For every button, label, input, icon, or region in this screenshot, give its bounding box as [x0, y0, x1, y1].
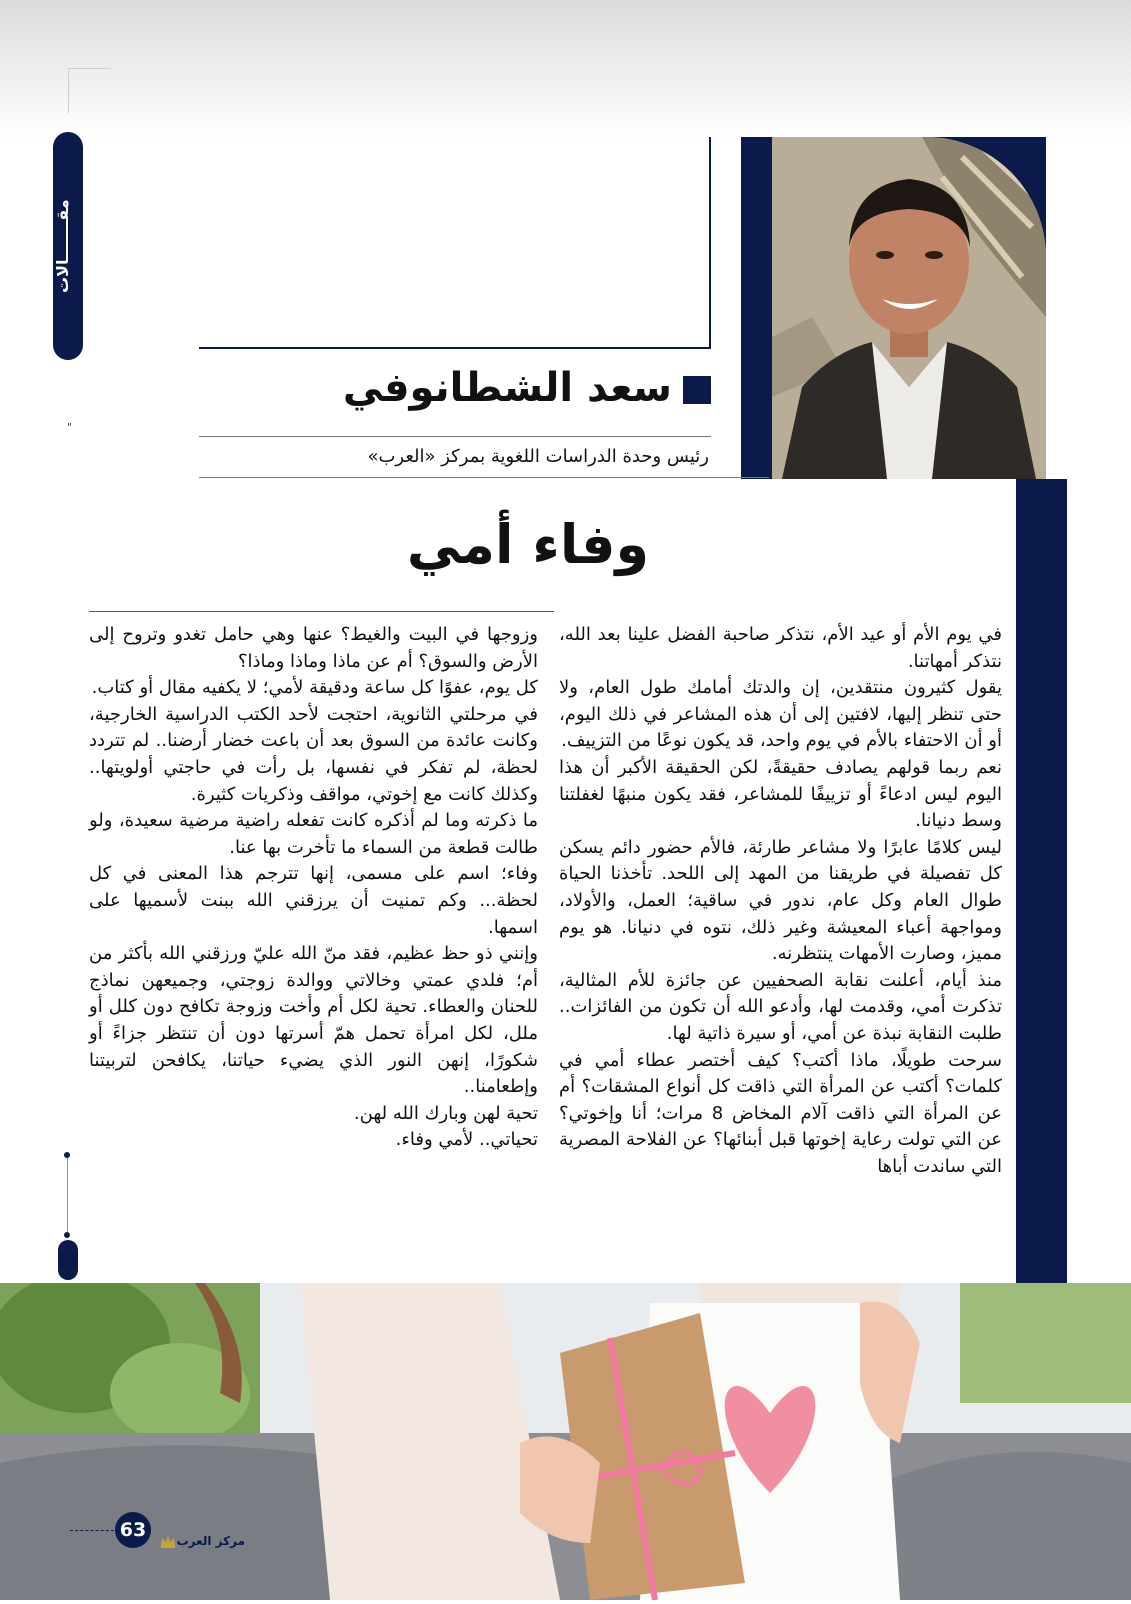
author-photo-frame [741, 137, 1046, 479]
role-divider-bottom [199, 477, 769, 478]
margin-decoration [67, 1155, 69, 1235]
paragraph: تحياتي.. لأمي وفاء. [395, 1129, 538, 1151]
author-bullet [683, 376, 711, 404]
author-role: رئيس وحدة الدراسات اللغوية بمركز «العرب» [367, 446, 709, 467]
paragraph: سرحت طويلًا، ماذا أكتب؟ كيف أختصر عطاء أمي في كلمات؟ أكتب عن المرأة التي ذاقت كل أنواع المشقات؟ أم عن المرأة التي ذاقت آلام المخاض 8 مرات؛ أنا وإخوتي؟ عن التي تولت رعاية إخوتها قبل أبنائها؟ عن الفلاحة المصرية التي ساندت أباها [559, 1049, 1002, 1177]
article-column-left [89, 622, 538, 1154]
section-tab [53, 132, 83, 360]
paragraph: وفاء؛ اسم على مسمى، إنها تترجم هذا المعنى في كل لحظة... وكم تمنيت أن يرزقني الله ببنت لأسميها على اسمها. [89, 863, 538, 938]
paragraph: تحية لهن وبارك الله لهن. [353, 1102, 538, 1124]
margin-tab [58, 1240, 78, 1280]
paragraph: ليس كلامًا عابرًا ولا مشاعر طارئة، فالأم حضور دائم يسكن كل تفصيلة في طريقنا من المهد إلى اللحد. تأخذنا الحياة طوال العام وكل عام، ندور في ساقية؛ العمل، والأولاد، ومواجهة أعباء المعيشة وغير ذلك، نتوه في دنيانا. هو يوم مميز، وصارت الأمهات ينتظرنه. [559, 836, 1002, 965]
paragraph: نعم ربما قولهم يصادف حقيقةً، لكن الحقيقة الأكبر أن هذا اليوم ليس ادعاءً أو تزييفًا للمشاعر، فقد يكون منبهًا لغفلتنا وسط دنيانا. [559, 756, 1002, 832]
publication-name: مركز العرب [176, 1534, 245, 1548]
paragraph: منذ أيام، أعلنت نقابة الصحفيين عن جائزة للأم المثالية، تذكرت أمي، وقدمت لها، وأدعو الله أن تكون من الفائزات.. طلبت النقابة نبذة عن أمي، أو سيرة ذاتية لها. [559, 969, 1002, 1044]
corner-mark: " [67, 421, 73, 434]
mother-gift-photo [0, 1283, 1131, 1600]
article-column-right [559, 622, 1002, 1180]
author-frame [199, 137, 711, 349]
paragraph: يقول كثيرون منتقدين، إن والدتك أمامك طول العام، ولا حتى تنظر إليها، لافتين إلى أن هذه المشاعر في ذلك اليوم، أو أن الاحتفاء بالأم في يوم واحد، قد يكون نوعًا من التزييف. [559, 677, 1002, 752]
corner-decoration [68, 68, 111, 113]
top-gradient [0, 0, 1131, 140]
paragraph: في يوم الأم أو عيد الأم، نتذكر صاحبة الفضل علينا بعد الله، نتذكر أمهاتنا. [559, 624, 1002, 672]
article-title: وفاء أمي [406, 513, 650, 576]
role-divider-top [199, 436, 711, 437]
paragraph: وإنني ذو حظ عظيم، فقد منّ الله عليّ ورزقني الله بأكثر من أم؛ فلدي عمتي وخالاتي ووالدة زوجتي، وجميعهن نماذج للحنان والعطاء. تحية لكل أم وأخت وزوجة تكافح دون كلل أو ملل، لكل امرأة تحمل همّ أسرتها دون أن تنتظر جزاءً أو شكورًا، إنهن النور الذي يضيء حياتنا، يكافحن لتربيتنا وإطعامنا.. [89, 943, 538, 1098]
paragraph: كل يوم، عفوًا كل ساعة ودقيقة لأمي؛ لا يكفيه مقال أو كتاب. [91, 677, 538, 699]
paragraph: ما ذكرته وما لم أذكره كانت تفعله راضية مرضية سعيدة، ولو طالت قطعة من السماء ما تأخرت بها عنا. [89, 810, 538, 858]
column-rule [89, 611, 554, 612]
paragraph: وزوجها في البيت والغيط؟ عنها وهي حامل تغدو وتروح إلى الأرض والسوق؟ أم عن ماذا وماذا وماذا؟ [89, 624, 538, 672]
footer-rule [70, 1530, 114, 1532]
paragraph: في مرحلتي الثانوية، احتجت لأحد الكتب الدراسية الخارجية، وكانت عائدة من السوق بعد أن باعت خضار أرضنا.. لم تتردد لحظة، لم تفكر في نفسها، بل رأت في حاجتي أولويتها.. وكذلك كانت مع إخوتي، مواقف وذكريات كثيرة. [89, 703, 538, 805]
author-photo [772, 137, 1046, 479]
page-number: 63 [115, 1512, 151, 1548]
author-name: سعد الشطانوفي [342, 365, 672, 411]
section-label: مقـــــــالات [53, 199, 72, 293]
